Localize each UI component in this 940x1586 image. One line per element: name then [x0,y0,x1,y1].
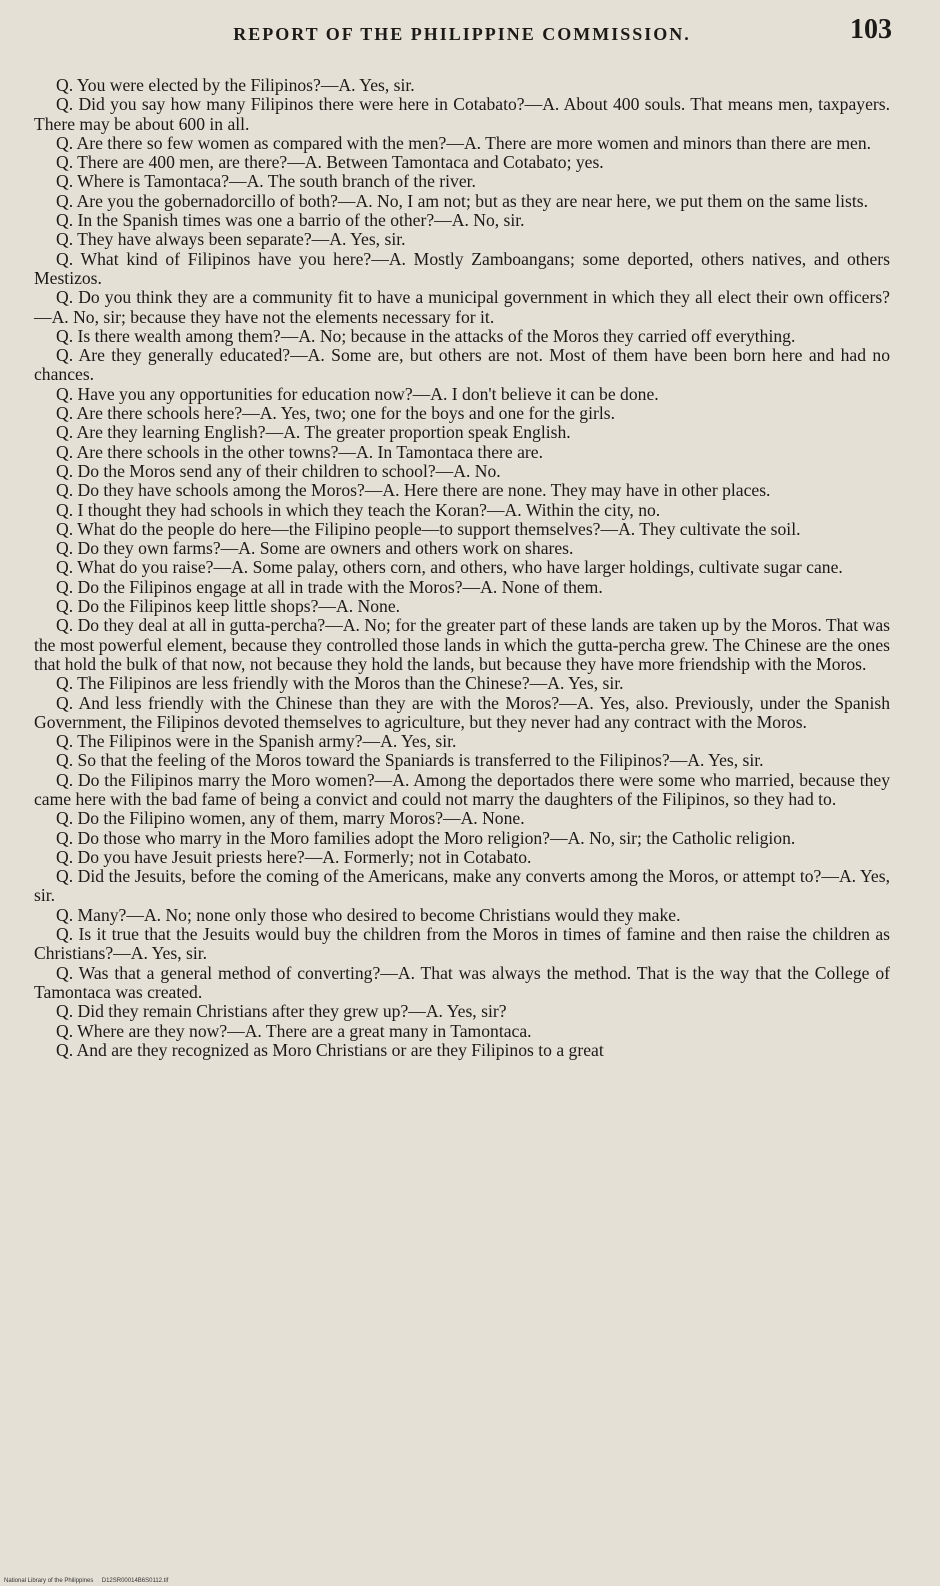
qa-paragraph: Q. Did the Jesuits, before the coming of the Americans, make any converts among the Moros, or attempt to?—A. Yes, sir. [34,866,890,906]
qa-paragraph: Q. Do those who marry in the Moro families adopt the Moro religion?—A. No, sir; the Catholic religion. [56,827,796,848]
qa-paragraph: Q. Do they own farms?—A. Some are owners and others work on shares. [56,538,574,559]
qa-paragraph: Q. And less friendly with the Chinese than they are with the Moros?—A. Yes, also. Previously, under the Spanish Government, the Filipinos devoted themselves to agriculture, but they never had any contract with the Moros. [34,692,890,732]
qa-paragraph: Q. Did they remain Christians after they grew up?—A. Yes, sir? [56,1001,507,1022]
running-title: REPORT OF THE PHILIPPINE COMMISSION. [233,24,691,44]
qa-paragraph: Q. The Filipinos are less friendly with the Moros than the Chinese?—A. Yes, sir. [56,673,624,694]
qa-paragraph: Q. Do you think they are a community fit to have a municipal government in which they all elect their own officers?—A. No, sir; because they have not the elements necessary for it. [34,287,890,327]
qa-paragraph: Q. Where are they now?—A. There are a great many in Tamontaca. [56,1020,532,1041]
qa-paragraph: Q. There are 400 men, are there?—A. Between Tamontaca and Cotabato; yes. [56,152,604,173]
qa-paragraph: Q. Did you say how many Filipinos there were here in Cotabato?—A. About 400 souls. That means men, taxpayers. There may be about 600 in all. [34,94,890,134]
qa-paragraph: Q. And are they recognized as Moro Christians or are they Filipinos to a great [56,1039,604,1060]
scan-footer [4,1578,168,1584]
qa-paragraph: Q. The Filipinos were in the Spanish army?—A. Yes, sir. [56,731,457,752]
qa-paragraph: Q. Was that a general method of converting?—A. That was always the method. That is the way that the College of Tamontaca was created. [34,962,890,1002]
qa-paragraph: Q. Do you have Jesuit priests here?—A. Formerly; not in Cotabato. [56,846,532,867]
page-header [32,14,892,48]
qa-paragraph: Q. Are they generally educated?—A. Some are, but others are not. Most of them have been born here and had no chances. [34,345,890,385]
qa-paragraph: Q. Is it true that the Jesuits would buy the children from the Moros in times of famine and then raise the children as Christians?—A. Yes, sir. [34,924,890,964]
qa-paragraph: Q. Do the Filipinos marry the Moro women?—A. Among the deportados there were some who married, because they came here with the bad fame of being a convict and could not marry the daughters of the Filipinos, so they had to. [34,769,890,809]
qa-paragraph: Q. They have always been separate?—A. Yes, sir. [56,229,406,250]
page-number: 103 [850,14,892,45]
qa-paragraph: Q. Are there schools here?—A. Yes, two; one for the boys and one for the girls. [56,403,615,424]
qa-paragraph: Q. Do the Filipinos keep little shops?—A. None. [56,596,401,617]
qa-paragraph: Q. Are there schools in the other towns?—A. In Tamontaca there are. [56,441,543,462]
qa-paragraph: Q. What do the people do here—the Filipino people—to support themselves?—A. They cultivate the soil. [56,518,801,539]
qa-paragraph: Q. I thought they had schools in which they teach the Koran?—A. Within the city, no. [56,499,661,520]
qa-paragraph: Q. Are they learning English?—A. The greater proportion speak English. [56,422,571,443]
qa-paragraph: Q. Are there so few women as compared with the men?—A. There are more women and minors than there are men. [56,132,872,153]
qa-paragraph: Q. Many?—A. No; none only those who desired to become Christians would they make. [56,904,681,925]
qa-paragraph: Q. Do the Filipino women, any of them, marry Moros?—A. None. [56,808,525,829]
body-text [34,76,890,1060]
qa-paragraph: Q. Do the Filipinos engage at all in trade with the Moros?—A. None of them. [56,576,603,597]
qa-paragraph: Q. What kind of Filipinos have you here?—A. Mostly Zamboangans; some deported, others natives, and others Mestizos. [34,248,890,288]
qa-paragraph: Q. In the Spanish times was one a barrio of the other?—A. No, sir. [56,210,525,231]
qa-paragraph: Q. Do they have schools among the Moros?—A. Here there are none. They may have in other places. [56,480,771,501]
qa-paragraph: Q. What do you raise?—A. Some palay, others corn, and others, who have larger holdings, cultivate sugar cane. [56,557,843,578]
qa-paragraph: Q. You were elected by the Filipinos?—A. Yes, sir. [56,75,415,95]
qa-paragraph: Q. So that the feeling of the Moros toward the Spaniards is transferred to the Filipinos?—A. Yes, sir. [56,750,764,771]
qa-paragraph: Q. Have you any opportunities for education now?—A. I don't believe it can be done. [56,383,659,404]
qa-paragraph: Q. Do they deal at all in gutta-percha?—A. No; for the greater part of these lands are taken up by the Moros. That was the most powerful element, because they controlled those lands in which the gutta-percha grew. The Chinese are the ones that hold the bulk of that now, not because they hold the lands, but because they have more friendship with the Moros. [34,615,890,674]
qa-paragraph: Q. Do the Moros send any of their children to school?—A. No. [56,460,501,481]
qa-paragraph: Q. Are you the gobernadorcillo of both?—A. No, I am not; but as they are near here, we put them on the same lists. [56,190,869,211]
qa-paragraph: Q. Is there wealth among them?—A. No; because in the attacks of the Moros they carried off everything. [56,325,796,346]
footer-code: D12SR00014B6S0112.tif [101,1578,169,1584]
qa-paragraph: Q. Where is Tamontaca?—A. The south branch of the river. [56,171,476,192]
footer-credit: National Library of the Philippines [4,1578,94,1584]
